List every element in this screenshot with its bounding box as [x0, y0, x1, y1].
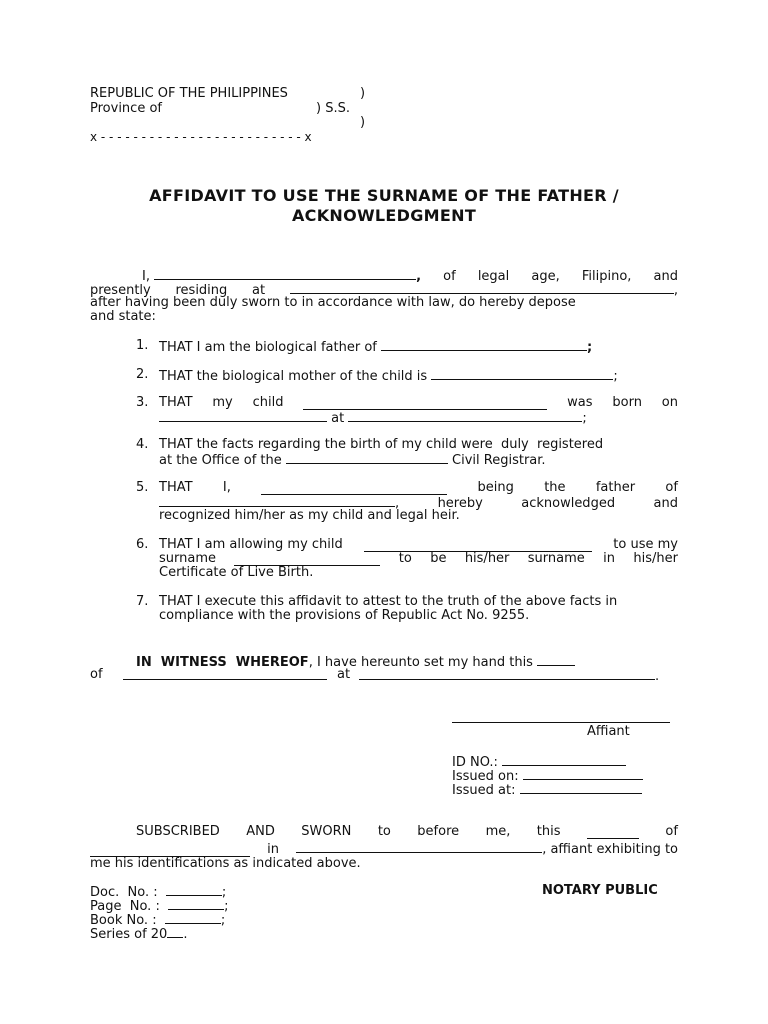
intro-line-4: and state:	[90, 309, 156, 324]
ss-text: ) S.S.	[316, 101, 350, 116]
issued-at-field: Issued at:	[452, 782, 642, 798]
item-number: 5.	[136, 480, 149, 495]
item-4-line-1: THAT the facts regarding the birth of my child were duly registered	[159, 437, 604, 452]
witness-line-1: IN WITNESS WHEREOF, I have hereunto set my hand this	[136, 654, 575, 670]
province-label: Province of	[90, 101, 162, 116]
item-number: 3.	[136, 395, 149, 410]
republic-text: REPUBLIC OF THE PHILIPPINES	[90, 86, 288, 101]
intro-line-1: I, , of legal age, Filipino, and	[142, 269, 678, 284]
doc-no-field: Doc. No. : ;	[90, 885, 227, 900]
paren-text: )	[360, 86, 366, 101]
header-separator: x - - - - - - - - - - - - - - - - - - - - - - - - - x	[90, 130, 312, 144]
notary-public-label: NOTARY PUBLIC	[542, 883, 658, 898]
item-3-line-2: at ;	[159, 410, 587, 426]
document-title: AFFIDAVIT TO USE THE SURNAME OF THE FATHER /	[149, 186, 619, 205]
subscribed-line-1: SUBSCRIBED AND SWORN to before me, this of	[136, 824, 678, 839]
issued-on-field: Issued on:	[452, 768, 643, 784]
item-4-line-2: at the Office of the Civil Registrar.	[159, 453, 546, 468]
series-field: Series of 20 .	[90, 927, 188, 942]
subscribed-line-2: in , affiant exhibiting to	[90, 841, 678, 857]
item-7-line-2: compliance with the provisions of Republic Act No. 9255.	[159, 608, 530, 623]
item-7-line-1: THAT I execute this affidavit to attest to the truth of the above facts in	[159, 594, 618, 609]
paren-text: )	[360, 115, 366, 130]
item-number: 6.	[136, 537, 149, 552]
intro-line-3: after having been duly sworn to in accordance with law, do hereby depose	[90, 295, 576, 310]
book-no-field: Book No. : ;	[90, 913, 226, 928]
item-5-line-2: , hereby acknowledged and	[159, 495, 678, 511]
witness-line-2: of	[90, 667, 103, 682]
item-5-line-1: THAT I, being the father of	[159, 480, 678, 495]
item-number: 4.	[136, 437, 149, 452]
witness-at-label: at	[337, 667, 351, 682]
item-3-line-1: THAT my child was born on	[159, 395, 678, 410]
item-6-line-2: surname to be his/her surname in his/her	[159, 551, 678, 566]
affiant-signature-line	[452, 711, 670, 727]
item-number: 1.	[136, 338, 149, 353]
item-number: 7.	[136, 594, 149, 609]
page-no-field: Page No. : ;	[90, 899, 229, 914]
item-1: THAT I am the biological father of ;	[159, 340, 593, 355]
document-subtitle: ACKNOWLEDGMENT	[291, 206, 477, 225]
item-6-line-1: THAT I am allowing my child to use my	[159, 537, 678, 552]
item-5-line-3: recognized him/her as my child and legal heir.	[159, 508, 460, 523]
subscribed-line-3: me his identifications as indicated above.	[90, 856, 361, 871]
item-6-line-3: Certificate of Live Birth.	[159, 565, 314, 580]
witness-place-field: .	[359, 668, 659, 684]
intro-line-2: presently residing at ,	[90, 283, 678, 298]
witness-date-field	[123, 668, 327, 684]
id-no-field: ID NO.:	[452, 754, 626, 770]
item-number: 2.	[136, 367, 149, 382]
item-2: THAT the biological mother of the child is ;	[159, 369, 618, 384]
affiant-label: Affiant	[587, 724, 630, 739]
